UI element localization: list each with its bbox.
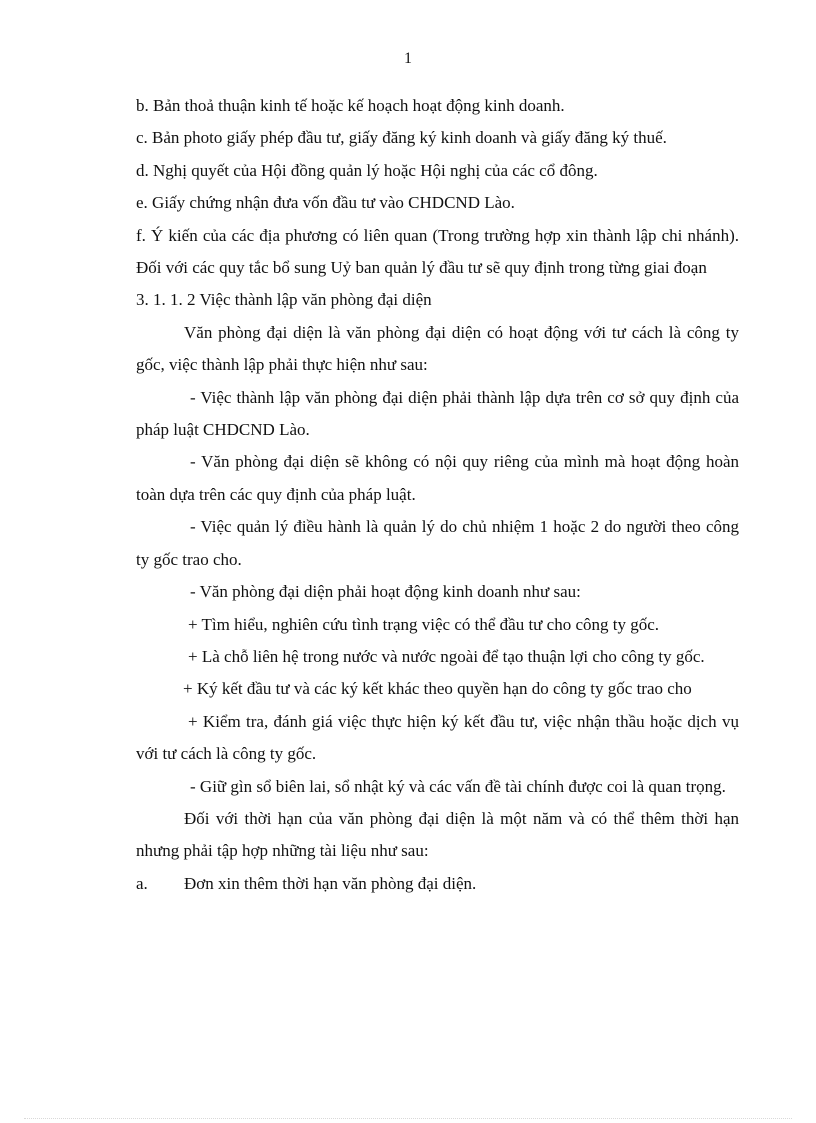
page-number: 1 [404, 50, 412, 67]
footer-divider [24, 1118, 792, 1119]
paragraph-intro: Văn phòng đại diện là văn phòng đại diện có hoạt động với tư cách là công ty gốc, việc thành lập phải thực hiện như sau: [136, 322, 739, 375]
paragraph-item-e: e. Giấy chứng nhận đưa vốn đầu tư vào CHDCND Lào. [136, 193, 515, 213]
document-body [136, 90, 739, 900]
paragraph-bullet-records: - Giữ gìn sổ biên lai, sổ nhật ký và các vấn đề tài chính được coi là quan trọng. [190, 776, 726, 796]
section-heading: 3. 1. 1. 2 Việc thành lập văn phòng đại diện [136, 290, 432, 310]
paragraph-item-d: d. Nghị quyết của Hội đồng quản lý hoặc Hội nghị của các cổ đông. [136, 160, 598, 180]
paragraph-bullet-rules: - Văn phòng đại diện sẽ không có nội quy riêng của mình mà hoạt động hoàn toàn dựa trên các quy định của pháp luật. [136, 452, 739, 504]
paragraph-plus-contact: + Là chỗ liên hệ trong nước và nước ngoài để tạo thuận lợi cho công ty gốc. [188, 646, 705, 666]
paragraph-item-c: c. Bản photo giấy phép đầu tư, giấy đăng ký kinh doanh và giấy đăng ký thuế. [136, 128, 667, 148]
list-item-text: Đơn xin thêm thời hạn văn phòng đại diện. [184, 873, 477, 893]
paragraph-plus-signing: + Ký kết đầu tư và các ký kết khác theo quyền hạn do công ty gốc trao cho [183, 679, 692, 699]
paragraph-bullet-activities: - Văn phòng đại diện phải hoạt động kinh doanh như sau: [190, 582, 581, 602]
paragraph-term: Đối với thời hạn của văn phòng đại diện là một năm và có thể thêm thời hạn nhưng phải tập hợp những tài liệu như sau: [136, 808, 739, 861]
paragraph-bullet-legal: - Việc thành lập văn phòng đại diện phải thành lập dựa trên cơ sở quy định của pháp luật CHDCND Lào. [136, 387, 739, 440]
list-item [136, 868, 739, 900]
list-item-marker: a. [136, 873, 148, 893]
paragraph-item-f: f. Ý kiến của các địa phương có liên quan (Trong trường hợp xin thành lập chi nhánh). Đối với các quy tắc bổ sung Uỷ ban quản lý đầu tư sẽ quy định trong từng giai đoạn [136, 225, 739, 278]
paragraph-bullet-management: - Việc quản lý điều hành là quản lý do chủ nhiệm 1 hoặc 2 do người theo công ty gốc trao cho. [136, 517, 739, 569]
paragraph-item-b: b. Bản thoả thuận kinh tế hoặc kế hoạch hoạt động kinh doanh. [136, 96, 565, 115]
paragraph-plus-research: + Tìm hiểu, nghiên cứu tình trạng việc có thể đầu tư cho công ty gốc. [188, 614, 660, 634]
paragraph-plus-inspection: + Kiểm tra, đánh giá việc thực hiện ký kết đầu tư, việc nhận thầu hoặc dịch vụ với tư cách là công ty gốc. [136, 711, 739, 764]
